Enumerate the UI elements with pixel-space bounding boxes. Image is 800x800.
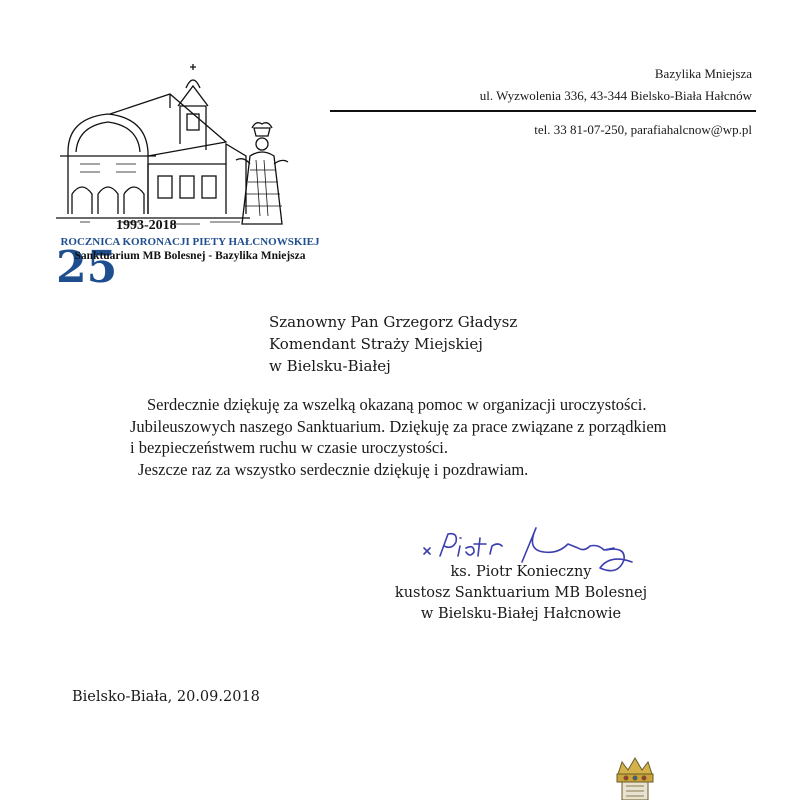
anniversary-years: 1993-2018 (116, 218, 177, 233)
logo-caption-line2: Sanktuarium MB Bolesnej - Bazylika Mniejsza (74, 250, 306, 262)
body-line: Serdecznie dziękuję za wszelką okazaną pomoc w organizacji uroczystości. (147, 395, 647, 414)
logo-caption-line1: ROCZNICA KORONACJI PIETY HAŁCNOWSKIEJ (60, 236, 320, 248)
place-date: Bielsko-Biała, 20.09.2018 (72, 689, 260, 705)
jubilee-logo (50, 64, 330, 293)
header-address: ul. Wyzwolenia 336, 43-344 Bielsko-Biała Hałcnów (479, 88, 752, 103)
signatory-block (386, 562, 656, 625)
recipient-title: Komendant Straży Miejskiej (269, 335, 483, 353)
recipient-block (269, 311, 517, 377)
body-line: Jeszcze raz za wszystko serdecznie dziękuję i pozdrawiam. (138, 459, 529, 479)
anniversary-number: 25 (56, 242, 118, 293)
basilica-drawing (50, 64, 330, 239)
header-contact: tel. 33 81-07-250, parafiahalcnow@wp.pl (534, 122, 752, 137)
crown-emblem-icon (612, 756, 658, 800)
header-divider (330, 110, 756, 112)
body-line: Jubileuszowych naszego Sanktuarium. Dziękuję za prace związane z porządkiem (130, 416, 667, 436)
signatory-place: w Bielsku-Białej Hałcnowie (420, 606, 622, 622)
recipient-name: Szanowny Pan Grzegorz Gładysz (269, 313, 518, 331)
signatory-title: kustosz Sanktuarium MB Bolesnej (394, 585, 648, 601)
body-line: i bezpieczeństwem ruchu w czasie uroczystości. (130, 438, 448, 457)
signatory-name: ks. Piotr Konieczny (450, 564, 592, 580)
recipient-location: w Bielsku-Białej (269, 357, 391, 375)
letter-body (130, 394, 690, 480)
header-name: Bazylika Mniejsza (654, 66, 752, 81)
